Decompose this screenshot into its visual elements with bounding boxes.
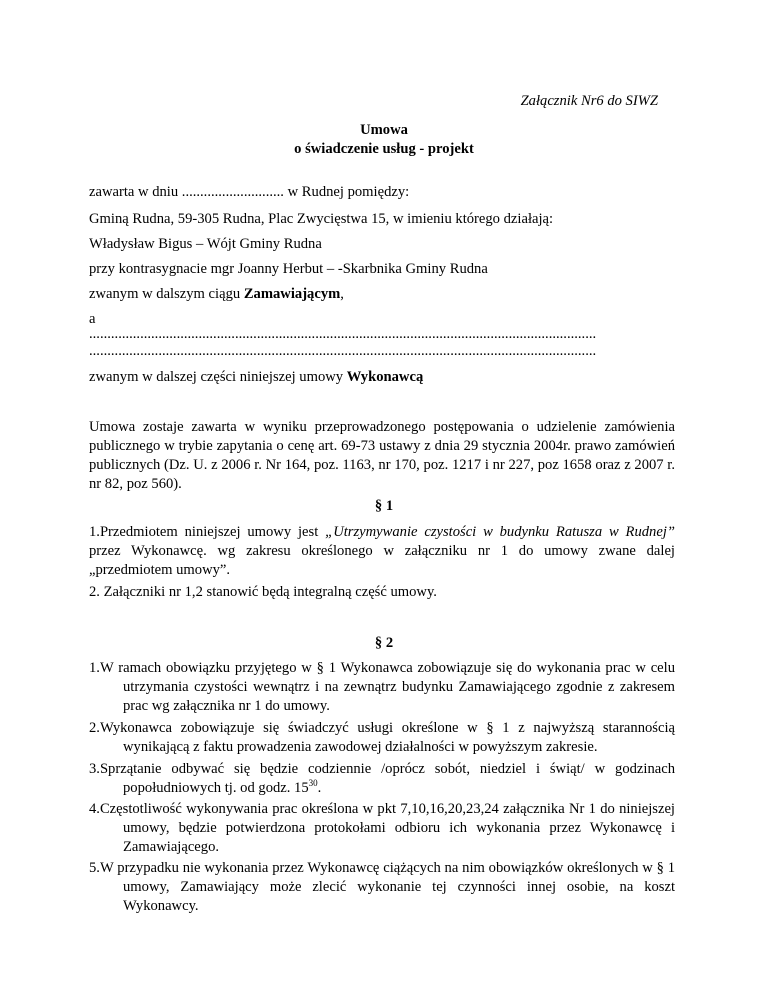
section-2-point-1: 1.W ramach obowiązku przyjętego w § 1 Wykonawca zobowiązuje się do wykonania prac w celu utrzymania czystości wewnątrz i na zewnątrz budynku Zamawiającego zgodnie z zakresem prac wg załącznika nr 1 do umowy. (89, 660, 675, 714)
section-2-point-5: 5.W przypadku nie wykonania przez Wykonawcę ciążących na nim obowiązków określonych w § 1 umowy, Zamawiający może zlecić wykonanie tej czynności innej osobie, na koszt Wykonawcy. (89, 860, 675, 914)
party-contractor-line: zwanym w dalszej części niniejszej umowy Wykonawcą (89, 369, 424, 385)
document-subtitle: o świadczenie usług - projekt (294, 141, 474, 157)
party-mayor: Władysław Bigus – Wójt Gminy Rudna (89, 236, 322, 252)
intro-paragraph: Umowa zostaje zawarta w wyniku przeprowadzonego postępowania o udzielenie zamówienia publicznego w trybie zapytania o cenę art. 69-73 ustawy z dnia 29 stycznia 2004r. prawo zamówień publicznych (Dz. U. z 2006 r. Nr 164, poz. 1163, nr 170, poz. 1217 i nr 227, poz 1658 oraz z 2007 r. nr 82, poz 560). (89, 419, 675, 492)
party-orderer-line: zwanym w dalszym ciągu Zamawiającym, (89, 286, 344, 302)
section-1-heading: § 1 (374, 498, 394, 514)
contract-date-line: zawarta w dniu ............................ w Rudnej pomiędzy: (89, 184, 410, 200)
section-2-point-2: 2.Wykonawca zobowiązuje się świadczyć usługi określone w § 1 z najwyższą starannością wynikającą z faktu prowadzenia zawodowej działalności w powyższym zakresie. (89, 720, 675, 755)
attachment-label: Załącznik Nr6 do SIWZ (520, 93, 658, 109)
section-2-point-4: 4.Częstotliwość wykonywania prac określona w pkt 7,10,16,20,23,24 załącznika Nr 1 do niniejszej umowy, będzie potwierdzona protokołami odbioru ich wykonania przez Wykonawcę i Zamawiającego. (89, 801, 675, 855)
contractor-blank-1: ........................................................................................................................................... (89, 326, 597, 342)
section-2-heading: § 2 (374, 635, 394, 651)
section-1-point-1: 1.Przedmiotem niniejszej umowy jest „Utrzymywanie czystości w budynku Ratusza w Rudnej” przez Wykonawcę. wg zakresu określonego w załączniku nr 1 do umowy zwane dalej „przedmiotem umowy”. (89, 524, 675, 578)
document-title: Umowa (360, 122, 408, 138)
contractor-blank-2: ........................................................................................................................................... (89, 343, 597, 359)
party-treasurer: przy kontrasygnacie mgr Joanny Herbut – -Skarbnika Gminy Rudna (89, 261, 488, 277)
party-and: a (89, 311, 96, 327)
section-1-point-2: 2. Załączniki nr 1,2 stanowić będą integralną część umowy. (89, 584, 437, 600)
section-2-point-3: 3.Sprzątanie odbywać się będzie codziennie /oprócz sobót, niedziel i świąt/ w godzinach popołudniowych tj. od godz. $15^{30}$. (89, 761, 675, 796)
party-municipality: Gminą Rudna, 59-305 Rudna, Plac Zwycięstwa 15, w imieniu którego działają: (89, 211, 554, 227)
